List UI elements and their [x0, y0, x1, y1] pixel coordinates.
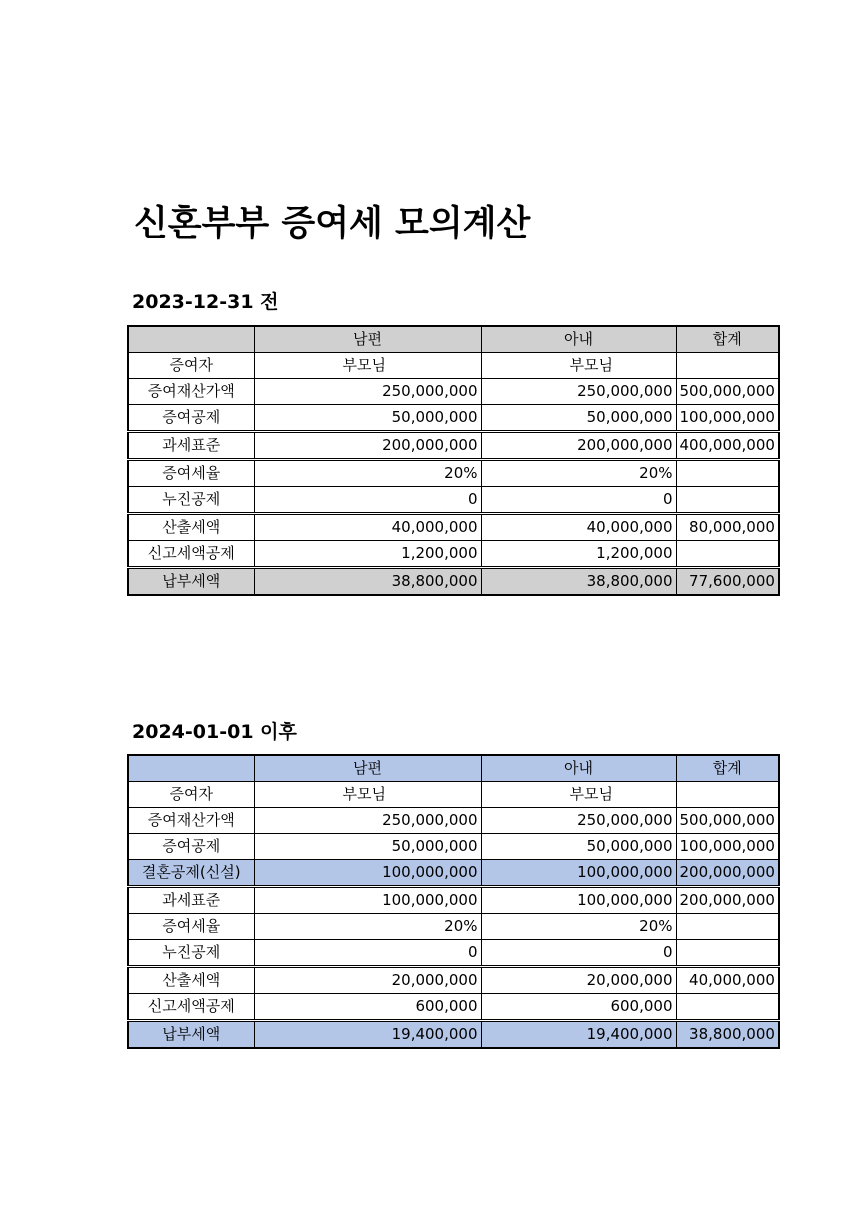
cell-total: 100,000,000: [676, 834, 779, 860]
cell-husband: 100,000,000: [254, 887, 481, 914]
cell-total: [676, 541, 779, 568]
table-row: [128, 541, 779, 568]
table-row: [128, 887, 779, 914]
cell-wife: 20,000,000: [481, 967, 676, 994]
cell-total: [676, 782, 779, 808]
table-row: [128, 353, 779, 379]
cell-husband: 38,800,000: [254, 568, 481, 596]
cell-husband: 40,000,000: [254, 514, 481, 541]
row-label: 과세표준: [128, 432, 254, 460]
cell-wife: 600,000: [481, 994, 676, 1021]
cell-total: 500,000,000: [676, 808, 779, 834]
cell-wife: 38,800,000: [481, 568, 676, 596]
section-label-after: 2024-01-01 이후: [132, 721, 297, 743]
header-cell: 아내: [481, 326, 676, 353]
header-cell: 남편: [254, 326, 481, 353]
cell-husband: 600,000: [254, 994, 481, 1021]
cell-husband: 250,000,000: [254, 808, 481, 834]
row-label: 신고세액공제: [128, 994, 254, 1021]
cell-husband: 100,000,000: [254, 860, 481, 887]
cell-husband: 부모님: [254, 353, 481, 379]
table-row: [128, 834, 779, 860]
cell-wife: 200,000,000: [481, 432, 676, 460]
cell-husband: 50,000,000: [254, 405, 481, 432]
row-label: 증여자: [128, 353, 254, 379]
cell-husband: 0: [254, 487, 481, 514]
table-row: [128, 514, 779, 541]
cell-husband: 50,000,000: [254, 834, 481, 860]
cell-husband: 부모님: [254, 782, 481, 808]
table-header-row: [128, 326, 779, 353]
cell-total: [676, 994, 779, 1021]
cell-wife: 0: [481, 487, 676, 514]
row-label: 증여세율: [128, 460, 254, 487]
cell-wife: 0: [481, 940, 676, 967]
row-label: 증여재산가액: [128, 379, 254, 405]
table-row: [128, 460, 779, 487]
table-total-row: [128, 1021, 779, 1049]
cell-total: 100,000,000: [676, 405, 779, 432]
row-label: 산출세액: [128, 967, 254, 994]
cell-wife: 20%: [481, 460, 676, 487]
cell-wife: 100,000,000: [481, 887, 676, 914]
header-cell: 아내: [481, 755, 676, 782]
cell-husband: 20%: [254, 460, 481, 487]
table-row: [128, 782, 779, 808]
table-row: [128, 432, 779, 460]
row-label: 누진공제: [128, 487, 254, 514]
row-label: 증여공제: [128, 405, 254, 432]
tax-table-before: [127, 325, 780, 596]
cell-wife: 19,400,000: [481, 1021, 676, 1049]
cell-wife: 부모님: [481, 782, 676, 808]
cell-total: [676, 940, 779, 967]
header-cell: [128, 326, 254, 353]
cell-wife: 40,000,000: [481, 514, 676, 541]
row-label: 증여자: [128, 782, 254, 808]
cell-husband: 250,000,000: [254, 379, 481, 405]
tax-table-after: [127, 754, 780, 1049]
cell-total: 500,000,000: [676, 379, 779, 405]
row-label: 과세표준: [128, 887, 254, 914]
cell-wife: 부모님: [481, 353, 676, 379]
cell-total: 80,000,000: [676, 514, 779, 541]
table-row-highlight: [128, 860, 779, 887]
table-row: [128, 379, 779, 405]
row-label: 증여세율: [128, 914, 254, 940]
table-row: [128, 994, 779, 1021]
cell-husband: 20%: [254, 914, 481, 940]
table-row: [128, 914, 779, 940]
cell-wife: 20%: [481, 914, 676, 940]
table-row: [128, 405, 779, 432]
cell-husband: 1,200,000: [254, 541, 481, 568]
table-row: [128, 808, 779, 834]
header-cell: 합계: [676, 755, 779, 782]
row-label: 누진공제: [128, 940, 254, 967]
cell-husband: 0: [254, 940, 481, 967]
cell-total: [676, 460, 779, 487]
cell-wife: 100,000,000: [481, 860, 676, 887]
table-header-row: [128, 755, 779, 782]
section-label-before: 2023-12-31 전: [132, 291, 279, 313]
cell-total: [676, 487, 779, 514]
row-label: 신고세액공제: [128, 541, 254, 568]
cell-total: 40,000,000: [676, 967, 779, 994]
row-label: 증여공제: [128, 834, 254, 860]
cell-total: 400,000,000: [676, 432, 779, 460]
header-cell: 남편: [254, 755, 481, 782]
row-label: 결혼공제(신설): [128, 860, 254, 887]
cell-husband: 20,000,000: [254, 967, 481, 994]
table-total-row: [128, 568, 779, 596]
cell-wife: 250,000,000: [481, 379, 676, 405]
table-row: [128, 967, 779, 994]
cell-total: 38,800,000: [676, 1021, 779, 1049]
cell-total: 200,000,000: [676, 860, 779, 887]
row-label: 납부세액: [128, 568, 254, 596]
page-title: 신혼부부 증여세 모의계산: [134, 204, 531, 244]
header-cell: [128, 755, 254, 782]
cell-husband: 19,400,000: [254, 1021, 481, 1049]
header-cell: 합계: [676, 326, 779, 353]
cell-total: [676, 353, 779, 379]
row-label: 납부세액: [128, 1021, 254, 1049]
cell-total: [676, 914, 779, 940]
row-label: 증여재산가액: [128, 808, 254, 834]
cell-wife: 1,200,000: [481, 541, 676, 568]
table-row: [128, 487, 779, 514]
cell-wife: 50,000,000: [481, 405, 676, 432]
table-row: [128, 940, 779, 967]
cell-husband: 200,000,000: [254, 432, 481, 460]
cell-total: 200,000,000: [676, 887, 779, 914]
row-label: 산출세액: [128, 514, 254, 541]
cell-wife: 250,000,000: [481, 808, 676, 834]
cell-total: 77,600,000: [676, 568, 779, 596]
cell-wife: 50,000,000: [481, 834, 676, 860]
